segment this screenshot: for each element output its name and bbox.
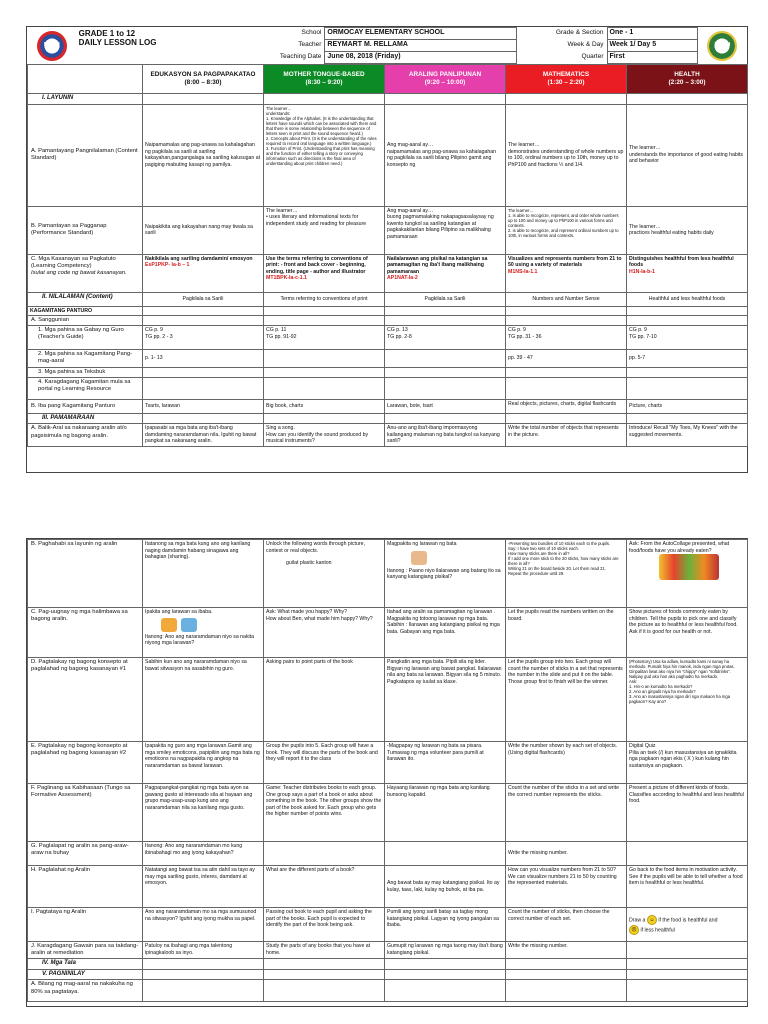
discussion2-mtb: Group the pupils into 5. Each group will have a book. They will discuss the parts of the book and they will report it to the class bbox=[264, 742, 385, 784]
review-esp: Ipapasabi sa mga bata ang iba't-ibang damdaming nararamdaman nila. Iguhit ng bawat pangkat sa nakaraang aralin. bbox=[143, 424, 264, 447]
subject-header-row bbox=[28, 65, 748, 94]
discussion1-mtb: Asking pairs to point parts of the book bbox=[264, 658, 385, 742]
performance-standard-esp: Naipakikita ang kakayahan nang may tiwala sa sarili bbox=[143, 206, 264, 254]
content-standard-esp: Naipamamalas ang pag-unawa sa kahalagahan ng pagkilala sa sarili at sariling kakayahan,pangangalaga sa sariling kalusugan at pagiging mabuting kasapi ng pamilya. bbox=[143, 104, 264, 206]
review-health: Introduce/ Recall "My Toes, My Knees" with the suggested movements. bbox=[627, 424, 748, 447]
competency-ap: Nailalarawan ang pisikal na katangian sa pamamagitan ng iba't ibang malikhaing pamamaraan AP1NAT-Ia-2 bbox=[385, 254, 506, 292]
grade-label: Grade & Section bbox=[555, 28, 604, 36]
children-image-2 bbox=[181, 618, 197, 632]
competency-label: C. Mga Kasanayan sa Pagkatuto (Learning Competency) bbox=[31, 255, 116, 269]
mastery-mtb: Game: Teacher distributes books to each group. One group says a part of a book or asks about something in the book. The other groups show the part of the book asked for. Each group who gets the higher number of points wins. bbox=[264, 784, 385, 842]
learners-material-esp: p. 1- 13 bbox=[143, 350, 264, 367]
teachers-guide-label: 1. Mga pahina sa Gabay ng Guro (Teacher's Guide) bbox=[28, 326, 143, 350]
examples-mtb: Ask: What made you happy? Why? How about Ben, what made him happy? Why? bbox=[264, 608, 385, 658]
vocabulary-words: guilat plastic kanton bbox=[286, 560, 332, 566]
school-logo-right: DepEd bbox=[697, 28, 747, 64]
smiley-happy-icon: ☺ bbox=[647, 915, 657, 925]
performance-standard-label: B. Pamantayan sa Pagganap (Performance Standard) bbox=[28, 206, 143, 254]
content-standard-label: A. Pamantayang Pangnilalaman (Content Standard) bbox=[28, 104, 143, 206]
school-logo-left: DepEd bbox=[27, 28, 77, 64]
discussion2-ap: -Magpapay ng larawan ng bata sa pisara. Tumawag ng mga volunteer para pumili at ilarawan ito. bbox=[385, 742, 506, 784]
teachers-guide-math: CG p. 9 TG pp. 31 - 36 bbox=[506, 326, 627, 350]
examples-esp: Ipakita ang larawan sa ibaba. Itanong: Ano ang nararamdaman niyo sa nakita niyong mga larawan? bbox=[143, 608, 264, 658]
other-materials-mtb: Big book, charts bbox=[264, 399, 385, 413]
lesson-log-page-2 bbox=[26, 538, 748, 1007]
competency-mtb: Use the terms referring to conventions of print: - front and back cover - beginning, ending, title page - author and illustrator MT1BPK-Ia-c-1.1 bbox=[264, 254, 385, 292]
other-materials-ap: Larawan, bote, tsart bbox=[385, 399, 506, 413]
other-materials-esp: Tsarts, larawan bbox=[143, 399, 264, 413]
discussion1-ap: Pangkatin ang mga bata. Pipili sila ng lider. Bigyan ng larawan ang bawat pangkat. Ilalarawan nila ang bata sa larawan. Bigyan sila ng 5 minuto. Pagkatapos ay iuulat sa klase. bbox=[385, 658, 506, 742]
nilalaman-label: II. NILALAMAN (Content) bbox=[28, 292, 143, 306]
application-esp: Itanong: Ano ang nararamdaman mo kung ibinabahagi mo ang iyong kakayahan? bbox=[143, 842, 264, 866]
teachers-guide-mtb: CG p. 11 TG pp. 91-92 bbox=[264, 326, 385, 350]
learners-material-label: 2. Mga pahina sa Kagamitang Pang-mag-aaral bbox=[28, 350, 143, 367]
nilalaman-mtb: Terms referring to conventions of print bbox=[264, 292, 385, 306]
learners-material-ap bbox=[385, 350, 506, 367]
evaluation-mtb: Passing out book to each pupil and asking the part of the books. Each pupil is expected to identify the part of the book being ask. bbox=[264, 908, 385, 942]
mga-tala-heading: IV. Mga Tala bbox=[28, 959, 143, 970]
mastery-ap: Hayaang ilarawan ng mga bata ang kanilang bunsong kapatid. bbox=[385, 784, 506, 842]
discussion2-health: Digital Quiz Pilia an tsek (/) kun masustansiya an ignakikita nga pagkaon ngan ekis ( X ) kun kulang hin sustansiya an pagkaon. bbox=[627, 742, 748, 784]
application-ap bbox=[385, 842, 506, 866]
review-mtb: Sing a song. How can you identify the sound produced by musical instruments? bbox=[264, 424, 385, 447]
discussion2-math: Write the number shown by each set of objects. (Using digital flashcards) bbox=[506, 742, 627, 784]
grade-line: GRADE 1 to 12 bbox=[78, 28, 136, 38]
assignment-math: Write the missing number. bbox=[506, 942, 627, 959]
mastery-esp: Pagpapangkat-pangkat ng mga bata ayon sa gawang gusto at interesado sila at hayaan ang grupo mag-usap-usap kung ano ang nararamdaman nila sa kanilang mga gusto. bbox=[143, 784, 264, 842]
assignment-mtb: Study the parts of any books that you have at home. bbox=[264, 942, 385, 959]
lesson-table-1 bbox=[27, 64, 748, 447]
school-value: ORMOCAY ELEMENTARY SCHOOL bbox=[325, 28, 517, 40]
motivation-mtb: Unlock the following words through picture, context or real objects. guilat plastic kanton bbox=[264, 540, 385, 608]
competency-esp: Nakikilala ang sariling damdamin/ emosyon EsP1PKP- Ia-b – 1 bbox=[143, 254, 264, 292]
teachers-guide-esp: CG p. 9 TG pp. 2 - 3 bbox=[143, 326, 264, 350]
generalization-mtb: What are the different parts of a book? bbox=[264, 866, 385, 908]
content-standard-health: The learner… understands the importance of good eating habits and behavior bbox=[627, 104, 748, 206]
discussion1-math: Let the pupils group into two. Each group will count the number of sticks in a set that represents the number in the slide and put it on the table. Those group first to finish will be the winner. bbox=[506, 658, 627, 742]
competency-note: Isulat ang code ng bawat kasanayan. bbox=[31, 269, 127, 276]
school-label: School bbox=[301, 28, 322, 36]
learners-material-math: pp. 39 - 47 bbox=[506, 350, 627, 367]
kagamitan-heading: KAGAMITANG PANTURO bbox=[28, 306, 143, 316]
header-table bbox=[27, 27, 747, 64]
performance-standard-ap: Ang mag-aaral ay… buong pagmamalaking nakapagsasalaysay ng kwento tungkol sa sariling katangian at pagkakakilanlan bilang Pilipino sa malikhaing pamamaraan bbox=[385, 206, 506, 254]
evaluation-ap: Pumili ang iyong sarili batay sa taglay mong katangiang pisikal. Lagyan ng iyong pangalan sa ibaba. bbox=[385, 908, 506, 942]
content-standard-mtb: The learner… understands: 1. Knowledge of the Alphabet. (It is the understanding that letters have sounds which can be associated with them and that there is some relationship between the sequence of letters seen in print and the sound sequence heard.) 2. Concepts about Print. (It is the understanding of the rules required to record oral language into a written language.) 3. Function of Print. (Understanding that print has meaning and the function of either telling a story or conveying information such as directions is the final area of understanding about print children need.) bbox=[264, 104, 385, 206]
content-standard-math: The learner… demonstrates understanding of whole numbers up to 100, ordinal numbers up to 10th, money up to PhP100 and fractions ½ and 1/4. bbox=[506, 104, 627, 206]
teachers-guide-ap: CG p. 13 TG pp. 2-8 bbox=[385, 326, 506, 350]
children-image-1 bbox=[161, 618, 177, 632]
motivation-esp: Itatanong sa mga bata kung ano ang kanilang naging damdamin habang sinagawa ang bahagian (sharing). bbox=[143, 540, 264, 608]
discussion1-health: (Photostory) Usa ka adlaw, kumadto kami ni nanay ha merkado. Pumalit hiya hin manok, isda ngan mga prutas. Ginpalitan liwat ako niya hin "chippy" ngan "softdrinks". Nalipay gud ako han ako paghadto ha merkado. Ask: 1. Hin-o an kumadto ha merkado? 2. Ano an ginpalit niya ha merkado? 3. Ano an masustansiya ngan diri nga makaon ha mga pagkaon? Kay ano? bbox=[627, 658, 748, 742]
review-math: Write the total number of objects that represents in the picture. bbox=[506, 424, 627, 447]
mastery-math: Count the number of the sticks in a set and write the correct number represents the sticks. bbox=[506, 784, 627, 842]
learners-material-health: pp. 5-7 bbox=[627, 350, 748, 367]
content-standard-ap: Ang mag-aaral ay… naipamamalas ang pag-unawa sa kahalagahan ng pagkilala sa sarili bilang Pilipino gamit ang konsepto ng bbox=[385, 104, 506, 206]
teacher-value: REYMART M. RELLAMA bbox=[325, 40, 517, 52]
motivation-ap: Magpakita ng larawan ng bata Itanong : Paano niyo ilalarawan ang batang ito sa kanyang katangiang pisikal? bbox=[385, 540, 506, 608]
assignment-esp: Patuloy na ibahagi ang mga talentong ipinagkaloob sa inyo. bbox=[143, 942, 264, 959]
smiley-sad-icon: ☹ bbox=[629, 925, 639, 935]
date-value: June 08, 2018 (Friday) bbox=[325, 52, 517, 64]
week-label: Week & Day bbox=[567, 40, 604, 48]
mastery-label: F. Paglinang sa Kabihasaan (Tungo sa Formative Assessment) bbox=[28, 784, 143, 842]
quarter-value: First bbox=[607, 52, 697, 64]
motivation-math: -Presenting two bundles of 10 sticks each to the pupils. Say: I have two sets of 10 sticks each. How many sticks are there in all? If I add one more stick to the 20 sticks, how many sticks are there in all? Writing 21 on the board beside 20. Let them read 21. Repeat the procedure until 29. bbox=[506, 540, 627, 608]
generalization-esp: Natatangi ang bawat isa sa atin dahil sa tayo ay may mga sariling gusto, interes, damdami at emosyon. bbox=[143, 866, 264, 908]
teacher-label: Teacher bbox=[298, 40, 322, 48]
application-health bbox=[627, 842, 748, 866]
subject-mtb: MOTHER TONGUE-BASED (8:30 – 9:20) bbox=[264, 65, 385, 94]
nilalaman-health: Healthful and less healthful foods bbox=[627, 292, 748, 306]
discussion2-label: E. Pagtalakay ng bagong konsepto at paglalahad ng bagong kasanayan #2 bbox=[28, 742, 143, 784]
week-value: Week 1/ Day 5 bbox=[607, 40, 697, 52]
discussion1-label: D. Pagtalakay ng bagong konsepto at paglalahad ng bagong kasanayan #1 bbox=[28, 658, 143, 742]
pagninilay-heading: V. PAGNINILAY bbox=[28, 969, 143, 980]
textbook-label: 3. Mga pahina sa Teksbuk bbox=[28, 367, 143, 377]
performance-standard-mtb: The learner… • uses literary and informational texts for independent study and reading for pleasure bbox=[264, 206, 385, 254]
review-ap: Anu-ano ang iba't-ibang impormasyong kailangang malaman ng bata tungkol sa kanyang sarili? bbox=[385, 424, 506, 447]
assignment-ap: Gumupit ng larawan ng mga taong may iba't ibang katangiang pisikal. bbox=[385, 942, 506, 959]
sanggunian-label: A. Sanggunian bbox=[28, 316, 143, 326]
application-label: G. Paglalapat ng aralin sa pang-araw-araw na buhay bbox=[28, 842, 143, 866]
food-collage-image bbox=[659, 554, 719, 580]
evaluation-esp: Ano ang nararamdaman mo sa mga sumusunod na sitwasyon? Iguhit ang iyong mukha sa papel. bbox=[143, 908, 264, 942]
other-materials-health: Picture, charts bbox=[627, 399, 748, 413]
assignment-health bbox=[627, 942, 748, 959]
layunin-heading: I. LAYUNIN bbox=[28, 94, 143, 105]
nilalaman-ap: Pagkilala sa Sarili bbox=[385, 292, 506, 306]
teachers-guide-health: CG p. 9 TG pp. 7-10 bbox=[627, 326, 748, 350]
generalization-math: How can you visualize numbers from 21 to 50? We can visualize numbers 21 to 50 by counting the represented materials. bbox=[506, 866, 627, 908]
performance-standard-math: The learner… 1. is able to recognize, represent, and order whole numbers up to 100 and money up to PhP100 in various forms and contexts. 2. is able to recognize, and represent ordinal numbers up to 10th, in various forms and contexts. bbox=[506, 206, 627, 254]
generalization-label: H. Paglalahat ng Aralin bbox=[28, 866, 143, 908]
application-math: Write the missing number. bbox=[506, 842, 627, 866]
application-mtb bbox=[264, 842, 385, 866]
pamamaraan-heading: III. PAMAMARAAN bbox=[28, 413, 143, 424]
evaluation-math: Count the number of sticks, then choose the correct number of each set. bbox=[506, 908, 627, 942]
examples-ap: Itahad ang aralin sa pamamagitan ng larawan . Magpakita ng totoong larawan ng mga bata. Sabihin : Ilarawan ang katangiang pisikal ng mga bata. Gabayan ang mga bata. bbox=[385, 608, 506, 658]
other-materials-label: B. Iba pang Kagamitang Panturo bbox=[28, 399, 143, 413]
learners-material-mtb bbox=[264, 350, 385, 367]
passing-students-label: A. Bilang ng mag-aaral na nakakuha ng 80% sa pagtataya. bbox=[28, 980, 143, 1002]
competency-health: Distinguishes healthful from less healthful foods H1N-Ia-b-1 bbox=[627, 254, 748, 292]
generalization-health: Go back to the food items in motivation activity. See if the pupils will be able to tell whether a food item is healthful or less healthful. bbox=[627, 866, 748, 908]
lesson-log-page-1 bbox=[26, 26, 748, 473]
quarter-label: Quarter bbox=[581, 52, 604, 60]
evaluation-health: Draw a ☺ if the food is healthful and ☹ if less healthful bbox=[627, 908, 748, 942]
examples-label: C. Pag-uugnay ng mga halimbawa sa bagong aralin. bbox=[28, 608, 143, 658]
log-title: DAILY LESSON LOG bbox=[78, 38, 157, 48]
discussion1-esp: Sabihin kun ano ang nararamdaman niyo sa bawat sitwasyon na sasabihin ng guro. bbox=[143, 658, 264, 742]
examples-health: Show pictures of foods commonly eaten by children. Tell the pupils to pick one and classify the picture as to healthful or less healthful food. Ask if it is good for our health or not. bbox=[627, 608, 748, 658]
nilalaman-esp: Pagkilala sa Sarili bbox=[143, 292, 264, 306]
generalization-ap: Ang bawat bata ay may katangiang pisikal. Ito ay kulay, taas, laki, kulay ng buhok, at iba pa. bbox=[385, 866, 506, 908]
examples-math: Let the pupils read the numbers written on the board. bbox=[506, 608, 627, 658]
grade-value: One - 1 bbox=[607, 28, 697, 40]
motivation-health: Ask: From the AutoCollage presented, what food/foods have you already eaten? bbox=[627, 540, 748, 608]
subject-ap: ARALING PANLIPUNAN (9:20 – 10:00) bbox=[385, 65, 506, 94]
lesson-table-2 bbox=[27, 539, 748, 1002]
assignment-label: J. Karagdagang Gawain para sa takdang-aralin at remediation bbox=[28, 942, 143, 959]
date-label: Teaching Date bbox=[279, 52, 322, 60]
subject-esp: EDUKASYON SA PAGPAPAKATAO (8:00 – 8:30) bbox=[143, 65, 264, 94]
other-materials-math: Real objects, pictures, charts, digital flashcards bbox=[506, 399, 627, 413]
performance-standard-health: The learner… practices healthful eating habits daily bbox=[627, 206, 748, 254]
subject-math: MATHEMATICS (1:30 – 2:20) bbox=[506, 65, 627, 94]
motivation-label: B. Paghahabi sa layunin ng aralin bbox=[28, 540, 143, 608]
nilalaman-math: Numbers and Number Sense bbox=[506, 292, 627, 306]
child-image bbox=[411, 551, 427, 565]
evaluation-label: I. Pagtataya ng Aralin bbox=[28, 908, 143, 942]
subject-health: HEALTH (2:20 – 3:00) bbox=[627, 65, 748, 94]
competency-math: Visualizes and represents numbers from 21 to 50 using a variety of materials M1NS-Ia-1.1 bbox=[506, 254, 627, 292]
review-label: A. Balik-Aral sa nakaraang aralin at/o pagsisimula ng bagong aralin. bbox=[28, 424, 143, 447]
lr-portal-label: 4. Karagdagang Kagamitan mula sa portal ng Learning Resource bbox=[28, 377, 143, 399]
discussion2-esp: Ipapakita ng guro ang mga larawan.Gamit ang mga smiley emoticons, papipiliin ang mga bata ng emoticons na nagpapakita ng angkop na nararamdaman sa bawat larawan. bbox=[143, 742, 264, 784]
mastery-health: Present a picture of different kinds of foods. Classifies according to healthful and less healthful food. bbox=[627, 784, 748, 842]
